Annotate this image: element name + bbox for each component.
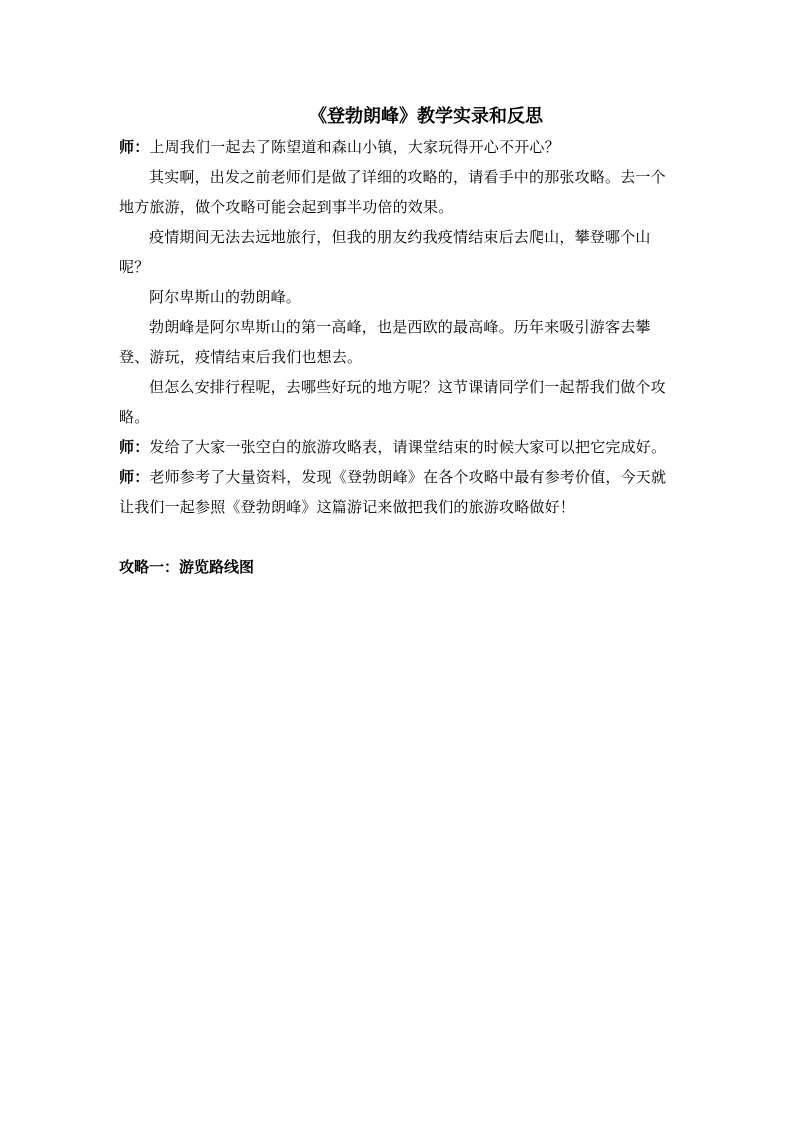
paragraph-text: 老师参考了大量资料，发现《登勃朗峰》在各个攻略中最有参考价值，今天就让我们一起参照《登勃朗峰》这篇游记来做把我们的旅游攻略做好！ xyxy=(119,468,667,516)
paragraph-7 xyxy=(119,432,679,462)
paragraph-6 xyxy=(119,372,679,432)
paragraph-text: 勃朗峰是阿尔卑斯山的第一高峰，也是西欧的最高峰。历年来吸引游客去攀登、游玩，疫情结束后我们也想去。 xyxy=(119,318,651,366)
paragraph-text: 其实啊，出发之前老师们是做了详细的攻略的，请看手中的那张攻略。去一个地方旅游，做个攻略可能会起到事半功倍的效果。 xyxy=(119,168,666,216)
speaker-label: 师： xyxy=(119,468,150,486)
spacer xyxy=(119,522,679,552)
speaker-label: 师： xyxy=(119,138,150,156)
paragraph-2 xyxy=(119,162,679,222)
section-heading: 攻略一：游览路线图 xyxy=(119,558,255,576)
paragraph-4 xyxy=(119,282,679,312)
paragraph-1 xyxy=(119,132,679,162)
paragraph-3 xyxy=(119,222,679,282)
document-content xyxy=(119,102,679,582)
paragraph-text: 发给了大家一张空白的旅游攻略表，请课堂结束的时候大家可以把它完成好。 xyxy=(149,438,667,456)
paragraph-text: 疫情期间无法去远地旅行，但我的朋友约我疫情结束后去爬山，攀登哪个山呢？ xyxy=(119,228,651,276)
paragraph-text: 阿尔卑斯山的勃朗峰。 xyxy=(149,288,302,306)
paragraph-text: 但怎么安排行程呢，去哪些好玩的地方呢？这节课请同学们一起帮我们做个攻略。 xyxy=(119,378,666,426)
speaker-label: 师： xyxy=(119,438,150,456)
paragraph-8 xyxy=(119,462,679,522)
document-title: 《登勃朗峰》教学实录和反思 xyxy=(309,106,543,127)
paragraph-5 xyxy=(119,312,679,372)
paragraph-text: 上周我们一起去了陈望道和森山小镇，大家玩得开心不开心？ xyxy=(149,138,560,156)
